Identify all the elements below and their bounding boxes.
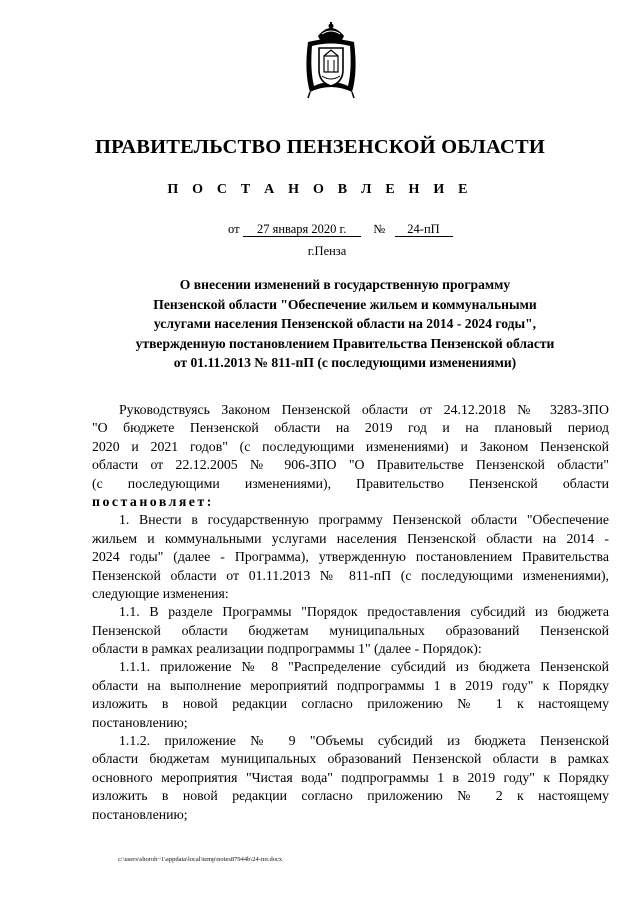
body-line: области в рамках реализации подпрограммы 1" (далее - Порядок): (92, 641, 482, 657)
body-line: 1.1.2. приложение № 9 "Объемы субсидий из бюджета Пензенской (119, 733, 609, 749)
body-line: постановлению; (92, 806, 188, 822)
file-path-footer: c:\users\shoroh~1\appdata\local\temp\notes87944b\24-пп.docx (118, 856, 283, 863)
body-line-resolves: постановляет: (92, 493, 214, 509)
number-prefix: № (373, 222, 386, 236)
decree-date: 27 января 2020 г. (243, 223, 361, 237)
body-line: Пензенской области бюджетам муниципальных образований Пензенской (92, 622, 609, 638)
decree-body (92, 401, 609, 824)
body-line: "О бюджете Пензенской области на 2019 год и на плановый период (92, 420, 609, 436)
body-line: области от 22.12.2005 № 906-ЗПО "О Правительстве Пензенской области" (92, 457, 609, 473)
body-line: 1.1.1. приложение № 8 "Распределение субсидий из бюджета Пензенской (119, 659, 609, 675)
body-line: постановлению; (92, 714, 188, 730)
body-line: следующие изменения: (92, 585, 229, 601)
body-line: области на выполнение мероприятий подпрограммы 1 в 2019 году" к Порядку (92, 677, 609, 693)
body-line: Руководствуясь Законом Пензенской области от 24.12.2018 № 3283-ЗПО (119, 402, 609, 417)
body-line: жильем и коммунальными услугами населения Пензенской области на 2014 - (92, 530, 609, 546)
body-line: изложить в новой редакции согласно приложению № 2 к настоящему (92, 788, 609, 804)
body-line: 2020 и 2021 годов" (с последующими изменениями) и Законом Пензенской (92, 438, 609, 454)
city: г.Пенза (307, 244, 347, 258)
body-line: 2024 годы" (далее - Программа), утвержденную постановлением Правительства (92, 549, 609, 565)
body-line: 1.1. В разделе Программы "Порядок предоставления субсидий из бюджета (119, 604, 609, 620)
body-line: изложить в новой редакции согласно приложению № 1 к настоящему (92, 696, 609, 712)
subject-line: О внесении изменений в государственную программу (179, 277, 511, 292)
penza-coat-of-arms-icon (300, 22, 362, 100)
decree-number: 24-пП (395, 223, 453, 237)
subject-line: услугами населения Пензенской области на 2014 - 2024 годы", (153, 316, 537, 332)
date-prefix: от (228, 222, 240, 236)
government-title: ПРАВИТЕЛЬСТВО ПЕНЗЕНСКОЙ ОБЛАСТИ (95, 136, 545, 158)
date-number-line (228, 222, 453, 237)
subject-line: утвержденную постановлением Правительства Пензенской области (135, 335, 555, 351)
body-line: Пензенской области от 01.11.2013 № 811-пП (с последующими изменениями), (92, 567, 609, 583)
subject-line: Пензенской области "Обеспечение жильем и коммунальными (153, 296, 537, 312)
decree-subject (110, 275, 580, 373)
document-type: П О С Т А Н О В Л Е Н И Е (167, 182, 473, 197)
body-line: 1. Внести в государственную программу Пензенской области "Обеспечение (119, 512, 609, 528)
body-line: области бюджетам муниципальных образований Пензенской области в рамках (92, 751, 609, 767)
body-line: (с последующими изменениями), Правительство Пензенской области (92, 475, 609, 491)
subject-line: от 01.11.2013 № 811-пП (с последующими изменениями) (173, 355, 517, 371)
body-line: основного мероприятия "Чистая вода" подпрограммы 1 в 2019 году" к Порядку (92, 769, 609, 785)
